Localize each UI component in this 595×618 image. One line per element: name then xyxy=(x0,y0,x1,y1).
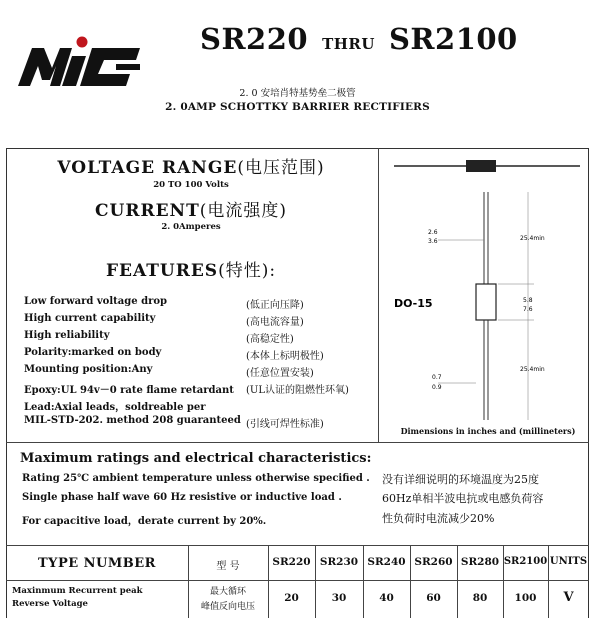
dim-label: 3.6 xyxy=(428,238,438,245)
feature-item: MIL-STD-202. method 208 guaranteed xyxy=(24,415,241,426)
feature-item: High current capability xyxy=(24,313,156,324)
ratings-note-cn: 60Hz单相半波电抗或电感负荷容 xyxy=(382,492,544,505)
voltage-range-value: 20 TO 100 Volts xyxy=(153,180,229,190)
subtitle-cn: 2. 0 安培肖特基势垒二极管 xyxy=(239,88,356,99)
ratings-note-cn: 没有详细说明的环境温度为25度 xyxy=(382,473,539,486)
type-number-header: TYPE NUMBER xyxy=(38,556,156,571)
dimensions-caption: Dimensions in inches and (millineters) xyxy=(400,426,576,436)
feature-item: High reliability xyxy=(24,330,110,341)
page-title: SR220 THRU SR2100 xyxy=(200,22,518,56)
model-header: SR220 xyxy=(272,556,311,568)
feature-item: Low forward voltage drop xyxy=(24,296,167,307)
dim-label: 2.6 xyxy=(428,229,438,236)
ratings-note-cn: 性负荷时电流减少20% xyxy=(382,512,495,525)
row-label-cn: 峰值反向电压 xyxy=(200,602,255,612)
feature-item: Polarity:marked on body xyxy=(24,347,162,358)
feature-item-cn: (引线可焊性标准) xyxy=(246,419,324,430)
divider xyxy=(6,545,589,546)
row-label-cn: 最大循环 xyxy=(209,587,246,597)
table-cell: 30 xyxy=(331,592,347,604)
feature-item-cn: (任意位置安装) xyxy=(246,368,314,379)
dim-label: 7.6 xyxy=(523,306,533,313)
subtitle-en: 2. 0AMP SCHOTTKY BARRIER RECTIFIERS xyxy=(165,101,430,113)
units-header: UNITS xyxy=(549,556,588,567)
dim-label: 5.8 xyxy=(523,297,533,304)
table-cell: 80 xyxy=(472,592,488,604)
row-label: Maxinmum Recurrent peak xyxy=(12,586,143,596)
table-cell: 100 xyxy=(514,592,537,604)
do15-package-diagram xyxy=(388,150,588,440)
current-value: 2. 0Amperes xyxy=(161,222,221,232)
divider xyxy=(6,442,589,443)
feature-item-cn: (UL认证的阻燃性环氧) xyxy=(246,385,349,396)
dim-label: 25.4min xyxy=(520,235,545,242)
model-header: SR230 xyxy=(319,556,359,568)
mini-body xyxy=(466,160,496,172)
table-cell: 40 xyxy=(379,592,394,604)
table-unit-cell: V xyxy=(563,590,574,605)
model-header: SR2100 xyxy=(503,556,548,567)
table-cell: 60 xyxy=(426,592,441,604)
dim-label: 0.7 xyxy=(432,374,442,381)
ratings-note: Single phase half wave 60 Hz resistive or inductive load . xyxy=(22,492,342,503)
current-heading: CURRENT(电流强度) xyxy=(94,201,288,221)
feature-item-cn: (高电流容量) xyxy=(246,317,304,328)
model-header: SR260 xyxy=(414,556,453,568)
table-divider xyxy=(6,580,589,581)
voltage-range-heading: VOLTAGE RANGE(电压范围) xyxy=(57,158,325,178)
model-header: SR240 xyxy=(367,556,406,568)
divider xyxy=(378,148,379,442)
model-header: SR280 xyxy=(460,556,500,568)
feature-item: Lead:Axial leads，soldreable per xyxy=(24,402,206,413)
mic-logo xyxy=(14,34,144,90)
table-cell: 20 xyxy=(284,592,299,604)
feature-item-cn: (本体上标明极性) xyxy=(246,351,324,362)
feature-item-cn: (高稳定性) xyxy=(246,334,294,345)
package-label: DO-15 xyxy=(394,297,433,310)
model-header-cn: 型 号 xyxy=(216,561,240,572)
diode-body xyxy=(476,284,496,320)
feature-item-cn: (低正向压降) xyxy=(246,300,304,311)
feature-item: Mounting position:Any xyxy=(24,364,153,375)
feature-item: Epoxy:UL 94v－0 rate flame retardant xyxy=(24,385,234,396)
ratings-title: Maximum ratings and electrical characteristics: xyxy=(20,451,372,466)
ratings-note: For capacitive load，derate current by 20%. xyxy=(22,516,267,527)
row-label: Reverse Voltage xyxy=(12,599,88,609)
dim-label: 25.4min xyxy=(520,366,545,373)
ratings-note: Rating 25℃ ambient temperature unless otherwise specified . xyxy=(22,473,370,484)
dim-label: 0.9 xyxy=(432,384,442,391)
features-heading: FEATURES(特性): xyxy=(105,261,277,281)
